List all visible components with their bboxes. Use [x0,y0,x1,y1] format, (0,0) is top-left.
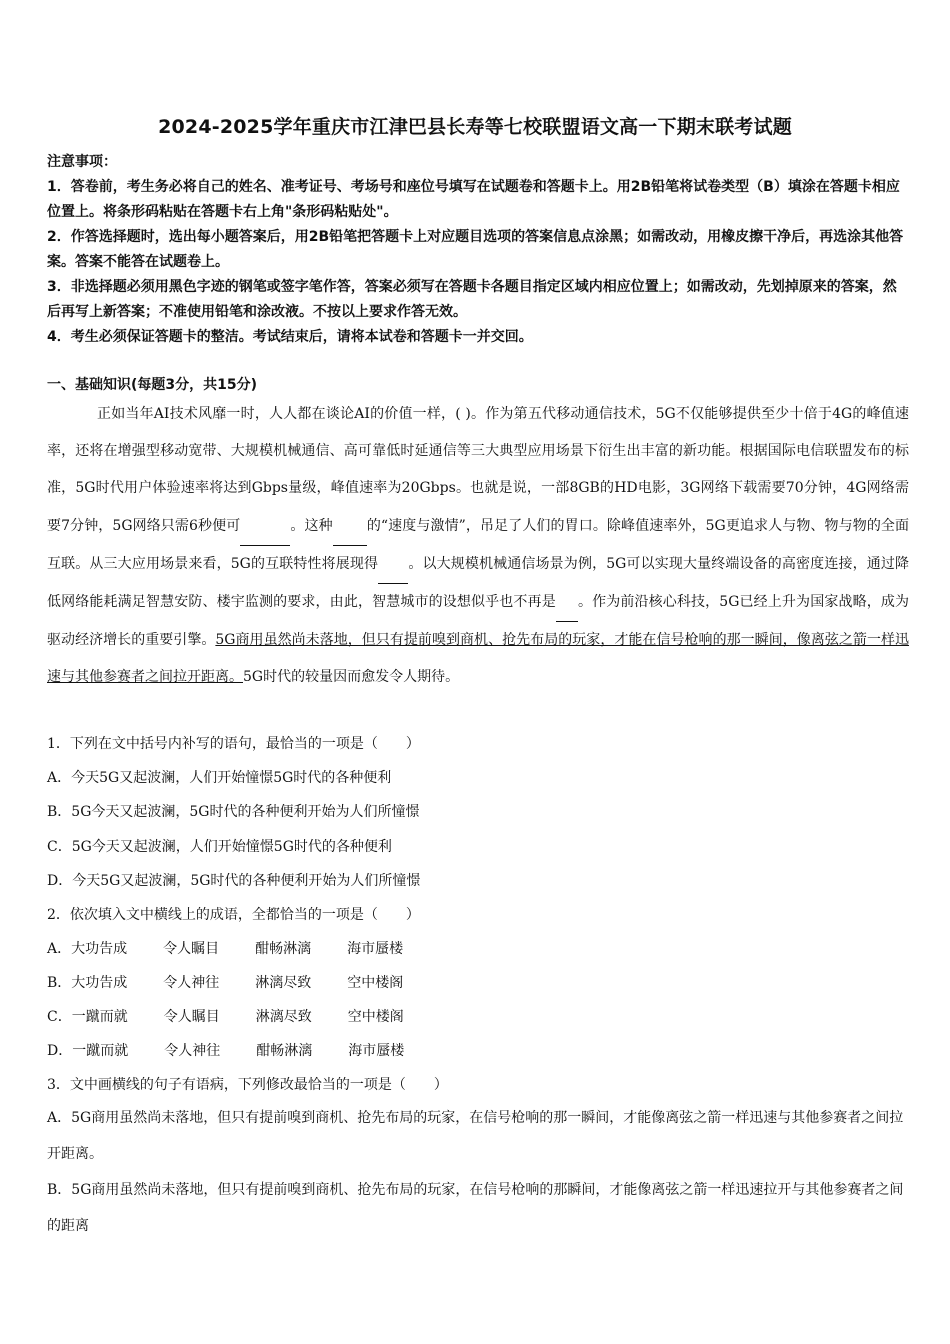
notice-item: 3．非选择题必须用黑色字迹的钢笔或签字笔作答，答案必须写在答题卡各题目指定区域内相应位置上；如需改动，先划掉原来的答案，然后再写上新答案；不准使用铅笔和涂改液。不按以上要求作答无效。 [47,279,897,320]
fill-blank [333,508,367,546]
question-3-stem: 3．文中画横线的句子有语病，下列修改最恰当的一项是（ ） [47,1077,448,1093]
question-2-option-a [47,939,909,959]
passage-text: 。这种 [290,517,333,534]
passage-text: 的“速度与激情”，吊足了人们的胃口。除峰值速率外，5G更追求人与物、物与物的全面互联。从三大应用场景来看，5G的互联特性将展现得 [47,517,910,572]
notice-item: 4．考生必须保证答题卡的整洁。考试结束后，请将本试卷和答题卡一并交回。 [47,329,533,345]
question-1-option-d: D．今天5G又起波澜，5G时代的各种便利开始为人们所憧憬 [47,873,421,889]
option-word: 淋漓尽致 [255,975,312,991]
notice-item: 2．作答选择题时，选出每小题答案后，用2B铅笔把答题卡上对应题目选项的答案信息点涂黑；如需改动，用橡皮擦干净后，再选涂其他答案。答案不能答在试题卷上。 [47,229,904,270]
exam-title: 2024-2025学年重庆市江津巴县长寿等七校联盟语文高一下期末联考试题 [158,116,792,138]
underlined-sentence: 5G商用虽然尚未落地，但只有提前嗅到商机、抢先布局的玩家，才能在信号枪响的那一瞬间，像离弦之箭一样迅速与其他参赛者之间拉开距离。 [47,632,910,686]
option-word: 酣畅淋漓 [255,941,312,957]
question-1-option-b: B．5G今天又起波澜，5G时代的各种便利开始为人们所憧憬 [47,804,420,820]
notice-heading: 注意事项： [47,154,117,170]
option-word: 酣畅淋漓 [256,1043,313,1059]
option-label: C． [47,1009,72,1025]
option-label: B． [47,975,72,991]
question-2-option-c [47,1007,909,1027]
option-word: 海市蜃楼 [347,941,404,957]
option-word: 令人瞩目 [163,941,220,957]
option-word: 淋漓尽致 [255,1009,312,1025]
option-word: 令人神往 [164,1043,221,1059]
option-word: 一蹴而就 [72,1043,129,1059]
question-1-option-a: A．今天5G又起波澜，人们开始憧憬5G时代的各种便利 [47,770,392,786]
option-label: A． [47,941,72,957]
reading-passage [47,396,909,697]
option-word: 大功告成 [71,975,128,991]
option-word: 空中楼阁 [347,975,404,991]
question-2-option-d [47,1041,909,1061]
option-word: 一蹴而就 [71,1009,128,1025]
question-2-option-b [47,973,909,993]
fill-blank [378,546,408,584]
option-word: 空中楼阁 [347,1009,404,1025]
passage-text: 。作为前沿核心科技，5G已经上升为国家战略，成为驱动经济增长的重要引擎。 [47,594,909,649]
fill-blank [240,508,290,546]
question-1-stem: 1．下列在文中括号内补写的语句，最恰当的一项是（ ） [47,736,420,752]
passage-text: 。以大规模机械通信场景为例，5G可以实现大量终端设备的高密度连接，通过降低网络能耗满足智慧安防、楼宇监测的要求，由此，智慧城市的设想似乎也不再是 [47,555,909,611]
option-word: 令人瞩目 [163,1009,220,1025]
option-word: 大功告成 [71,941,128,957]
section-heading: 一、基础知识(每题3分，共15分) [47,377,258,393]
fill-blank [556,584,578,622]
option-label: D． [47,1043,73,1059]
passage-text: 5G时代的较量因而愈发令人期待。 [243,669,460,686]
option-word: 海市蜃楼 [348,1043,405,1059]
notice-block [47,150,909,350]
passage-text: 正如当年AI技术风靡一时，人人都在谈论AI的价值一样，( )。作为第五代移动通信技术，5G不仅能够提供至少十倍于4G的峰值速率，还将在增强型移动宽带、大规模机械通信、高可靠低时延通信等三大典型应用场景下衍生出丰富的新功能。根据国际电信联盟发布的标准，5G时代用户体验速率将达到Gbps量级，峰值速率为20Gbps。也就是说，一部8GB的HD电影，3G网络下载需要70分钟，4G网络需要7分钟，5G网络只需6秒便可 [47,406,909,534]
question-3-option-a: A．5G商用虽然尚未落地，但只有提前嗅到商机、抢先布局的玩家，在信号枪响的那一瞬间，才能像离弦之箭一样迅速与其他参赛者之间拉开距离。 [47,1110,904,1162]
question-2-stem: 2．依次填入文中横线上的成语，全都恰当的一项是（ ） [47,907,420,923]
notice-item: 1．答卷前，考生务必将自己的姓名、准考证号、考场号和座位号填写在试题卷和答题卡上。用2B铅笔将试卷类型（B）填涂在答题卡相应位置上。将条形码粘贴在答题卡右上角"条形码粘贴处"。 [47,179,900,220]
option-word: 令人神往 [163,975,220,991]
question-3-option-b: B．5G商用虽然尚未落地，但只有提前嗅到商机、抢先布局的玩家，在信号枪响的那瞬间，才能像离弦之箭一样迅速拉开与其他参赛者之间的距离 [47,1182,904,1234]
question-1-option-c: C．5G今天又起波澜，人们开始憧憬5G时代的各种便利 [47,839,392,855]
